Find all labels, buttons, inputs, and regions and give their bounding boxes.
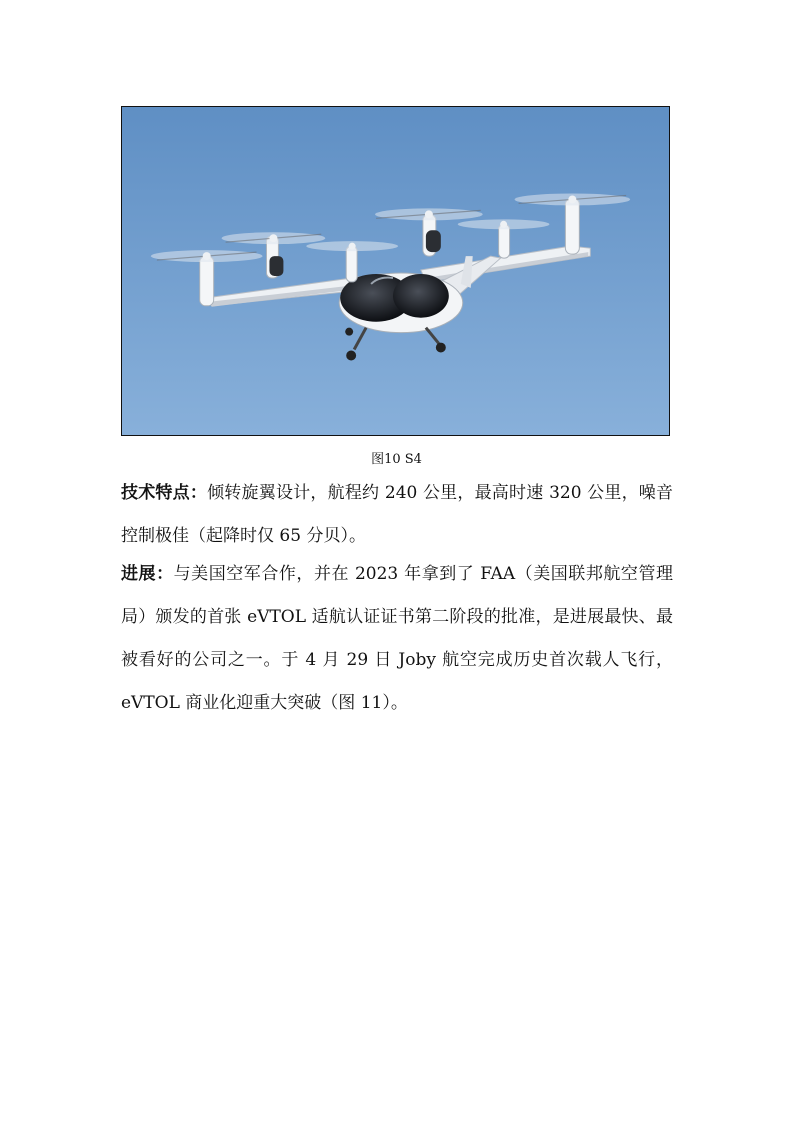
paragraph-text: 倾转旋翼设计，航程约 240 公里，最高时速 320 公里，噪音控制极佳（起降时仅 65 分贝）。 — [121, 483, 674, 546]
evtol-aircraft-illustration — [122, 107, 669, 435]
paragraph-progress — [121, 553, 673, 725]
paragraph-text: 与美国空军合作，并在 2023 年拿到了 FAA（美国联邦航空管理局）颁发的首张 eVTOL 适航认证证书第二阶段的批准，是进展最快、最被看好的公司之一。于 4 月 29 日 Joby 航空完成历史首次载人飞行，eVTOL 商业化迎重大突破（图 11）。 — [121, 564, 673, 713]
paragraph-lead: 技术特点： — [121, 483, 208, 503]
paragraph-lead: 进展： — [121, 564, 174, 584]
aircraft-photo — [121, 106, 670, 436]
paragraph-tech-features — [121, 472, 673, 558]
figure-caption: 图10 S4 — [371, 452, 422, 467]
